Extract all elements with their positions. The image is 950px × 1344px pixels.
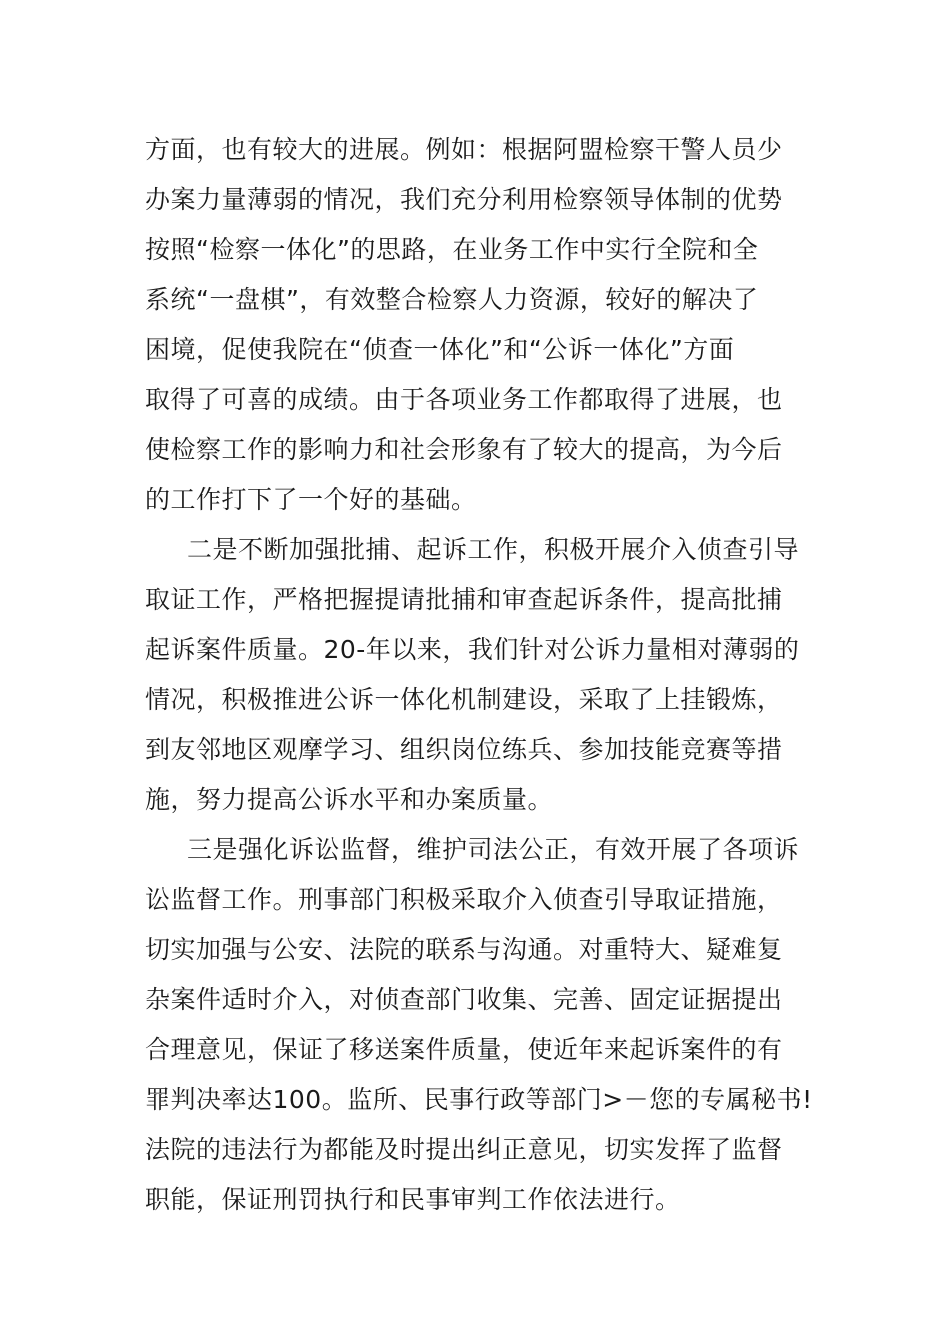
paragraph-start-line: 三是强化诉讼监督，维护司法公正，有效开展了各项诉	[187, 835, 800, 864]
text-line: 取得了可喜的成绩。由于各项业务工作都取得了进展，也	[145, 385, 783, 414]
text-line: 职能，保证刑罚执行和民事审判工作依法进行。	[145, 1185, 681, 1214]
text-line: 讼监督工作。刑事部门积极采取介入侦查引导取证措施，	[145, 885, 783, 914]
text-line: 施，努力提高公诉水平和办案质量。	[145, 785, 554, 814]
paragraph-start-line: 二是不断加强批捕、起诉工作，积极开展介入侦查引导	[187, 535, 800, 564]
text-line: 情况，积极推进公诉一体化机制建设，采取了上挂锻炼，	[145, 685, 783, 714]
text-line: 的工作打下了一个好的基础。	[145, 485, 477, 514]
text-line: 系统“一盘棋”，有效整合检察人力资源，较好的解决了	[145, 285, 759, 314]
text-line: 合理意见，保证了移送案件质量，使近年来起诉案件的有	[145, 1035, 783, 1064]
text-line: 使检察工作的影响力和社会形象有了较大的提高，为今后	[145, 435, 783, 464]
text-line: 法院的违法行为都能及时提出纠正意见，切实发挥了监督	[145, 1135, 783, 1164]
text-line: 到友邻地区观摩学习、组织岗位练兵、参加技能竞赛等措	[145, 735, 783, 764]
text-line: 取证工作，严格把握提请批捕和审查起诉条件，提高批捕	[145, 585, 783, 614]
text-line: 方面，也有较大的进展。例如：根据阿盟检察干警人员少	[145, 135, 783, 164]
text-line: 杂案件适时介入，对侦查部门收集、完善、固定证据提出	[145, 985, 783, 1014]
text-line: 切实加强与公安、法院的联系与沟通。对重特大、疑难复	[145, 935, 783, 964]
text-line: 办案力量薄弱的情况，我们充分利用检察领导体制的优势	[145, 185, 783, 214]
text-line: 按照“检察一体化”的思路，在业务工作中实行全院和全	[145, 235, 759, 264]
text-line: 困境，促使我院在“侦查一体化”和“公诉一体化”方面	[145, 335, 735, 364]
text-line: 起诉案件质量。20-年以来，我们针对公诉力量相对薄弱的	[145, 635, 800, 664]
text-line: 罪判决率达100。监所、民事行政等部门>－您的专属秘书!	[145, 1085, 813, 1114]
